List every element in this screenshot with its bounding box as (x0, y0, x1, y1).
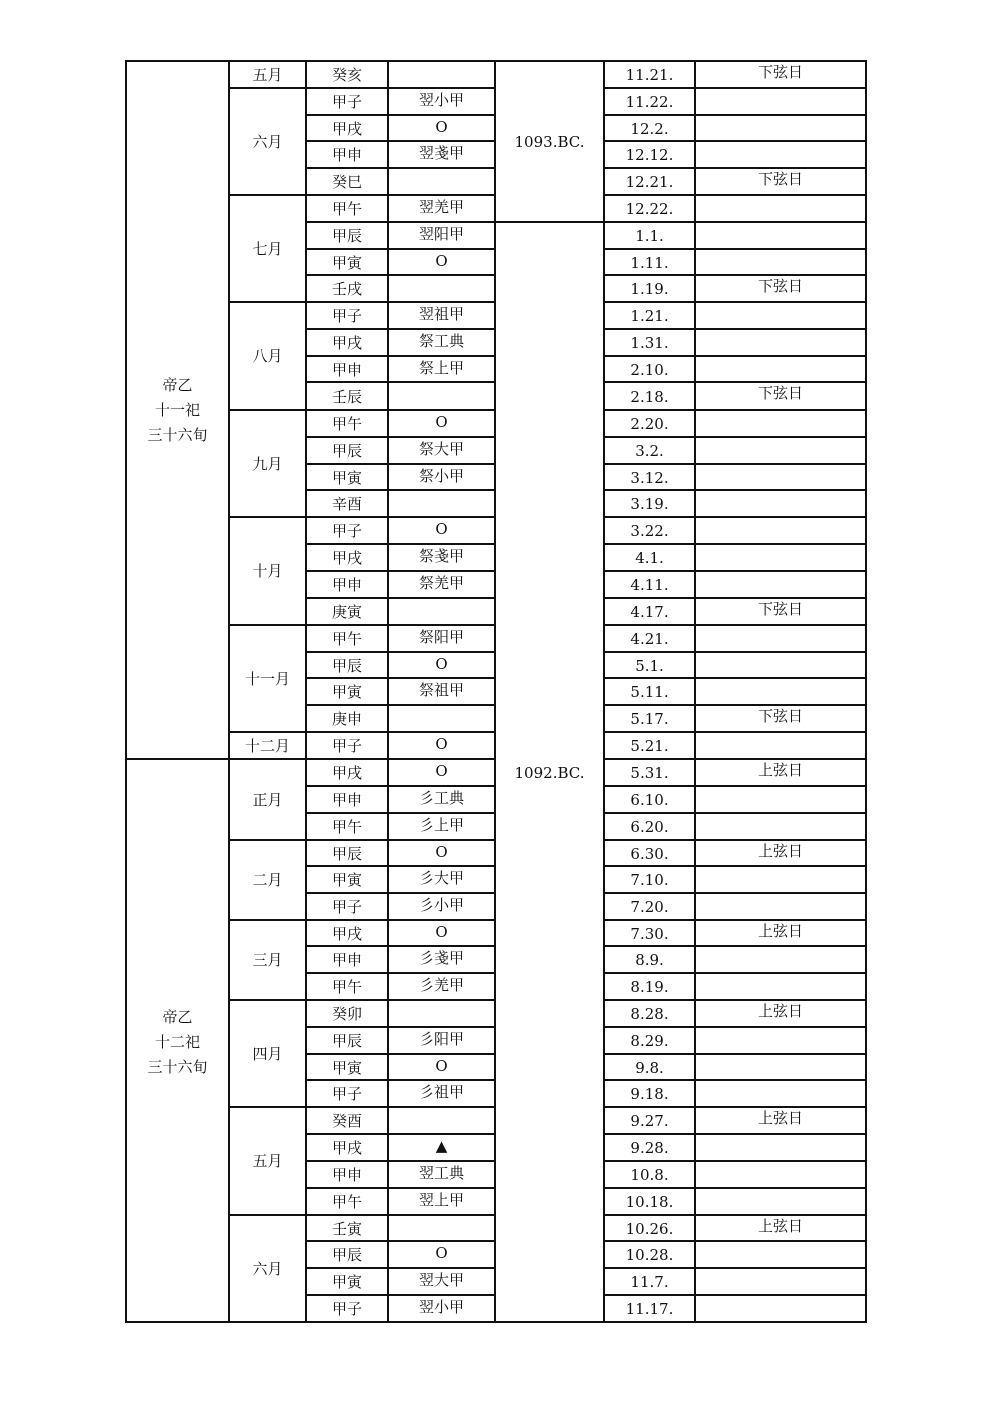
rite-cell: O (435, 655, 448, 673)
table-rule (603, 409, 867, 411)
reign-label: 十二祀 (154, 1033, 201, 1051)
month-cell: 十一月 (244, 669, 291, 688)
rite-cell: ▲ (435, 1137, 448, 1155)
table-rule (305, 865, 496, 867)
date-cell: 7.20. (630, 898, 669, 916)
rite-cell: 翌祖甲 (418, 305, 465, 323)
date-cell: 5.11. (630, 683, 669, 701)
rite-cell: O (435, 118, 448, 136)
month-cell: 六月 (252, 132, 283, 151)
rite-cell: 彡戔甲 (418, 949, 465, 967)
rite-cell: 翌小甲 (418, 91, 465, 109)
year-label: 1093.BC. (514, 133, 585, 151)
date-cell: 2.10. (630, 360, 669, 379)
date-cell: 7.10. (630, 871, 669, 889)
date-cell: 1.1. (635, 227, 664, 245)
month-cell: 正月 (252, 790, 283, 809)
table-rule (228, 516, 307, 518)
date-cell: 12.2. (630, 119, 669, 138)
table-rule (125, 60, 230, 62)
reign-label: 十一祀 (154, 401, 201, 419)
rite-cell: 彡大甲 (418, 869, 465, 887)
date-cell: 10.28. (625, 1246, 674, 1264)
table-rule (305, 355, 496, 357)
table-rule (305, 1187, 496, 1189)
table-rule (603, 1187, 867, 1189)
table-rule (603, 516, 867, 518)
date-cell: 8.28. (630, 1005, 669, 1023)
day-cell: 甲辰 (331, 1032, 363, 1050)
table-rule (228, 839, 307, 841)
table-rule (305, 1133, 496, 1135)
moon-phase-cell: 下弦日 (757, 384, 804, 402)
table-rule (305, 1267, 496, 1269)
table-rule (603, 274, 867, 276)
table-rule (305, 328, 496, 330)
rite-cell: 祭祖甲 (418, 681, 465, 699)
table-rule (603, 677, 867, 679)
table-rule (305, 463, 496, 465)
moon-phase-cell: 下弦日 (757, 600, 804, 618)
table-rule (305, 839, 496, 841)
rite-cell: 彡羌甲 (418, 976, 465, 994)
date-cell: 10.18. (625, 1193, 674, 1211)
date-cell: 5.1. (635, 656, 664, 675)
table-rule (603, 731, 867, 733)
table-rule (305, 651, 496, 653)
month-cell: 八月 (252, 347, 283, 365)
table-rule (305, 1026, 496, 1028)
table-rule (603, 167, 867, 169)
rite-cell: O (435, 413, 448, 431)
table-rule (603, 381, 867, 383)
table-rule (603, 1267, 867, 1269)
day-cell: 甲辰 (331, 656, 363, 675)
table-rule (603, 463, 867, 465)
day-cell: 甲子 (331, 1300, 363, 1318)
table-rule (305, 999, 496, 1001)
table-rule (603, 248, 867, 250)
reign-label: 帝乙 (162, 376, 193, 394)
table-rule (603, 194, 867, 196)
table-rule (603, 758, 867, 760)
date-cell: 9.8. (635, 1058, 664, 1077)
day-cell: 甲子 (331, 93, 363, 111)
table-rule (305, 194, 496, 196)
date-cell: 9.27. (630, 1112, 669, 1130)
table-rule (125, 60, 127, 1323)
table-rule (603, 328, 867, 330)
table-rule (228, 999, 307, 1001)
reign-label: 三十六旬 (147, 426, 208, 444)
table-rule (305, 1079, 496, 1081)
day-cell: 甲戌 (331, 1139, 363, 1157)
table-rule (305, 381, 496, 383)
table-rule (603, 892, 867, 894)
date-cell: 5.21. (630, 737, 669, 755)
date-cell: 2.18. (630, 387, 669, 406)
table-rule (603, 114, 867, 116)
table-rule (603, 704, 867, 706)
table-rule (603, 1133, 867, 1135)
day-cell: 甲子 (331, 898, 363, 916)
table-rule (603, 785, 867, 787)
date-cell: 11.22. (625, 93, 674, 111)
day-cell: 甲子 (331, 737, 363, 755)
date-cell: 9.28. (630, 1139, 669, 1157)
moon-phase-cell: 上弦日 (757, 842, 804, 860)
rite-cell: O (435, 252, 448, 270)
day-cell: 庚寅 (331, 603, 363, 621)
table-rule (305, 1240, 496, 1242)
table-rule (305, 1160, 496, 1162)
month-cell: 九月 (252, 454, 283, 473)
table-rule (228, 731, 307, 733)
table-rule (603, 945, 867, 947)
rite-cell: 翌羌甲 (418, 198, 465, 216)
table-rule (228, 919, 307, 921)
table-rule (305, 516, 496, 518)
date-cell: 4.21. (630, 630, 669, 648)
table-rule (603, 812, 867, 814)
table-rule (305, 274, 496, 276)
table-rule (603, 865, 867, 867)
table-rule (305, 221, 496, 223)
day-cell: 甲午 (331, 415, 363, 433)
month-cell: 五月 (252, 1152, 283, 1170)
date-cell: 10.8. (630, 1166, 669, 1184)
table-rule (305, 570, 496, 572)
table-rule (305, 731, 496, 733)
table-rule (305, 87, 496, 89)
rite-cell: 翌小甲 (418, 1298, 465, 1316)
month-cell: 十月 (252, 562, 283, 580)
rite-cell: O (435, 762, 448, 780)
date-cell: 11.7. (630, 1273, 669, 1291)
table-rule (603, 355, 867, 357)
table-rule (305, 597, 496, 599)
rite-cell: 翌上甲 (418, 1191, 465, 1209)
day-cell: 癸酉 (331, 1112, 363, 1130)
table-rule (228, 758, 307, 760)
moon-phase-cell: 下弦日 (757, 277, 804, 295)
day-cell: 甲申 (331, 791, 363, 809)
moon-phase-cell: 下弦日 (757, 170, 804, 188)
table-rule (603, 436, 867, 438)
rite-cell: 祭上甲 (418, 359, 465, 377)
table-rule (603, 597, 867, 599)
rite-cell: 翌工典 (418, 1164, 465, 1182)
date-cell: 8.9. (635, 951, 664, 969)
table-rule (603, 543, 867, 545)
table-rule (603, 651, 867, 653)
rite-cell: 翌戔甲 (418, 144, 465, 162)
date-cell: 4.17. (630, 603, 669, 621)
table-rule (305, 677, 496, 679)
table-rule (603, 624, 867, 626)
table-rule (305, 945, 496, 947)
day-cell: 甲寅 (331, 1273, 363, 1291)
date-cell: 9.18. (630, 1085, 669, 1103)
table-rule (228, 1106, 307, 1108)
moon-phase-cell: 上弦日 (757, 1217, 804, 1235)
table-rule (305, 1106, 496, 1108)
table-rule (228, 60, 307, 62)
day-cell: 甲申 (331, 1166, 363, 1184)
day-cell: 甲午 (331, 1193, 363, 1211)
date-cell: 4.11. (630, 576, 669, 594)
table-rule (305, 704, 496, 706)
day-cell: 癸卯 (331, 1005, 363, 1023)
month-cell: 十二月 (244, 736, 291, 755)
moon-phase-cell: 上弦日 (757, 761, 804, 779)
table-rule (603, 60, 867, 62)
date-cell: 8.19. (630, 978, 669, 996)
day-cell: 甲申 (331, 951, 363, 969)
day-cell: 甲子 (331, 307, 363, 325)
month-cell: 六月 (252, 1259, 283, 1278)
day-cell: 甲辰 (331, 442, 363, 460)
rite-cell: 翌阳甲 (418, 225, 465, 243)
date-cell: 3.19. (630, 495, 669, 513)
table-rule (305, 1321, 496, 1323)
table-rule (603, 1294, 867, 1296)
day-cell: 甲申 (331, 146, 363, 164)
day-cell: 庚申 (331, 710, 363, 728)
table-rule (603, 972, 867, 974)
table-rule (228, 1321, 307, 1323)
table-rule (494, 1321, 605, 1323)
table-rule (305, 624, 496, 626)
table-rule (305, 758, 496, 760)
day-cell: 甲午 (331, 630, 363, 648)
table-rule (603, 1240, 867, 1242)
day-cell: 甲辰 (331, 1246, 363, 1264)
day-cell: 壬寅 (331, 1219, 363, 1238)
rite-cell: O (435, 1057, 448, 1075)
date-cell: 12.21. (625, 173, 674, 191)
rite-cell: 彡小甲 (418, 896, 465, 914)
date-cell: 8.29. (630, 1032, 669, 1050)
day-cell: 甲寅 (331, 683, 363, 701)
day-cell: 甲申 (331, 576, 363, 594)
month-cell: 七月 (252, 239, 283, 258)
date-cell: 4.1. (635, 549, 664, 567)
day-cell: 甲戌 (331, 549, 363, 567)
rite-cell: 彡祖甲 (418, 1083, 465, 1101)
table-rule (603, 570, 867, 572)
date-cell: 6.20. (630, 818, 669, 836)
table-rule (603, 1026, 867, 1028)
day-cell: 甲寅 (331, 1058, 363, 1077)
table-rule (603, 999, 867, 1001)
day-cell: 壬戌 (331, 280, 363, 298)
table-rule (228, 87, 307, 89)
date-cell: 5.17. (630, 710, 669, 728)
year-label: 1092.BC. (514, 764, 585, 782)
table-rule (305, 972, 496, 974)
date-cell: 2.20. (630, 415, 669, 433)
date-cell: 1.21. (630, 307, 669, 325)
day-cell: 壬辰 (331, 387, 363, 406)
day-cell: 甲戌 (331, 119, 363, 138)
table-rule (603, 221, 867, 223)
table-rule (494, 60, 605, 62)
table-rule (305, 892, 496, 894)
table-rule (305, 543, 496, 545)
table-rule (305, 248, 496, 250)
table-rule (305, 60, 496, 62)
table-rule (603, 919, 867, 921)
month-cell: 四月 (252, 1044, 283, 1063)
table-rule (228, 409, 307, 411)
table-rule (603, 489, 867, 491)
month-cell: 五月 (252, 65, 283, 84)
rite-cell: O (435, 843, 448, 861)
rite-cell: O (435, 520, 448, 538)
moon-phase-cell: 下弦日 (757, 707, 804, 725)
table-rule (228, 624, 307, 626)
reign-label: 帝乙 (162, 1008, 193, 1026)
table-rule (305, 140, 496, 142)
moon-phase-cell: 下弦日 (757, 63, 804, 81)
date-cell: 11.21. (625, 66, 674, 84)
rite-cell: 彡工典 (418, 789, 465, 807)
table-rule (603, 301, 867, 303)
day-cell: 甲子 (331, 1085, 363, 1103)
moon-phase-cell: 上弦日 (757, 922, 804, 940)
date-cell: 12.12. (625, 146, 674, 164)
rite-cell: 祭戔甲 (418, 547, 465, 565)
date-cell: 10.26. (625, 1219, 674, 1238)
table-rule (228, 194, 307, 196)
table-rule (603, 1321, 867, 1323)
rite-cell: 彡上甲 (418, 816, 465, 834)
day-cell: 甲申 (331, 360, 363, 379)
date-cell: 6.10. (630, 791, 669, 809)
day-cell: 甲子 (331, 522, 363, 540)
date-cell: 11.17. (625, 1300, 674, 1318)
rite-cell: 祭小甲 (418, 467, 465, 485)
table-rule (305, 1214, 496, 1216)
day-cell: 甲戌 (331, 334, 363, 352)
rite-cell: 祭羌甲 (418, 574, 465, 592)
rite-cell: O (435, 1244, 448, 1262)
day-cell: 甲戌 (331, 764, 363, 782)
table-rule (603, 839, 867, 841)
day-cell: 甲戌 (331, 924, 363, 943)
table-rule (305, 167, 496, 169)
moon-phase-cell: 上弦日 (757, 1109, 804, 1127)
reign-label: 三十六旬 (147, 1058, 208, 1076)
table-rule (603, 1106, 867, 1108)
date-cell: 7.30. (630, 924, 669, 943)
table-rule (603, 140, 867, 142)
rite-cell: 翌大甲 (418, 1271, 465, 1289)
table-rule (305, 785, 496, 787)
month-cell: 二月 (252, 871, 283, 889)
table-rule (228, 60, 230, 1323)
date-cell: 6.30. (630, 844, 669, 863)
table-rule (305, 114, 496, 116)
table-rule (603, 1214, 867, 1216)
day-cell: 甲午 (331, 978, 363, 996)
moon-phase-cell: 上弦日 (757, 1002, 804, 1020)
date-cell: 12.22. (625, 200, 674, 218)
date-cell: 3.2. (635, 442, 664, 460)
date-cell: 1.19. (630, 280, 669, 298)
table-rule (228, 301, 307, 303)
table-rule (305, 919, 496, 921)
date-cell: 3.12. (630, 468, 669, 487)
day-cell: 甲午 (331, 818, 363, 836)
table-rule (603, 87, 867, 89)
date-cell: 5.31. (630, 764, 669, 782)
table-rule (228, 1214, 307, 1216)
table-rule (305, 1294, 496, 1296)
table-rule (305, 1053, 496, 1055)
month-cell: 三月 (252, 951, 283, 969)
table-rule (305, 436, 496, 438)
table-rule (603, 1053, 867, 1055)
date-cell: 3.22. (630, 522, 669, 540)
day-cell: 甲寅 (331, 871, 363, 889)
day-cell: 甲辰 (331, 844, 363, 863)
rite-cell: O (435, 923, 448, 941)
date-cell: 1.31. (630, 334, 669, 352)
table-rule (494, 221, 605, 223)
rite-cell: 祭阳甲 (418, 628, 465, 646)
table-rule (305, 409, 496, 411)
day-cell: 甲寅 (331, 253, 363, 272)
table-rule (603, 1079, 867, 1081)
rite-cell: 彡阳甲 (418, 1030, 465, 1048)
day-cell: 癸亥 (331, 66, 363, 84)
day-cell: 甲午 (331, 200, 363, 218)
table-rule (305, 489, 496, 491)
rite-cell: O (435, 735, 448, 753)
table-rule (305, 812, 496, 814)
table-rule (125, 1321, 230, 1323)
table-rule (603, 1160, 867, 1162)
day-cell: 癸巳 (331, 173, 363, 191)
rite-cell: 祭大甲 (418, 440, 465, 458)
day-cell: 辛酉 (331, 495, 363, 513)
day-cell: 甲辰 (331, 227, 363, 245)
table-rule (305, 301, 496, 303)
day-cell: 甲寅 (331, 468, 363, 487)
rite-cell: 祭工典 (418, 332, 465, 350)
date-cell: 1.11. (630, 253, 669, 272)
table-rule (125, 758, 230, 760)
